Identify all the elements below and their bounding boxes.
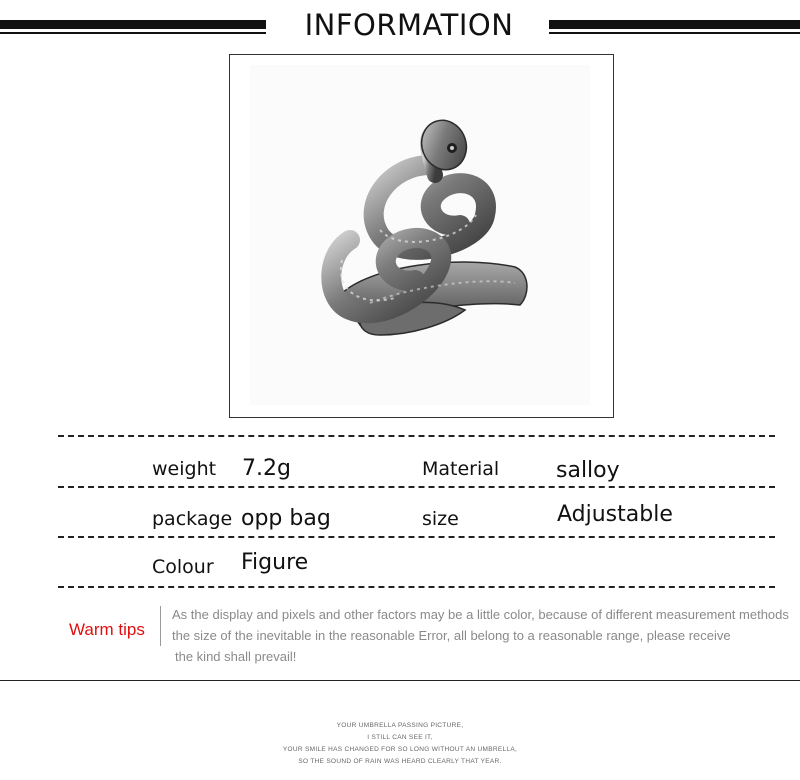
warm-tips-line: the size of the inevitable in the reasonable Error, all belong to a reasonable range, please receive xyxy=(172,628,731,643)
warm-tips-line: As the display and pixels and other factors may be a little color, because of different measurement methods xyxy=(172,607,789,622)
footer-poem-line: YOUR UMBRELLA PASSING PICTURE, xyxy=(336,722,464,729)
material-label: Material xyxy=(422,458,500,480)
divider-dotted xyxy=(58,586,775,588)
footer-poem-line: YOUR SMILE HAS CHANGED FOR SO LONG WITHOUT AN UMBRELLA, xyxy=(282,746,518,753)
warm-tips-divider xyxy=(160,606,161,646)
header-right-rule-thin xyxy=(549,32,800,34)
warm-tips-line: the kind shall prevail! xyxy=(175,649,297,664)
divider-dotted xyxy=(58,536,775,538)
colour-value: Figure xyxy=(241,550,309,575)
weight-value: 7.2g xyxy=(242,456,291,481)
package-value: opp bag xyxy=(241,506,331,531)
divider-dotted xyxy=(58,486,775,488)
size-label: size xyxy=(422,508,459,530)
colour-label: Colour xyxy=(152,556,214,578)
header-right-rule xyxy=(549,20,800,29)
footer-rule xyxy=(0,680,800,681)
size-value: Adjustable xyxy=(557,502,673,527)
header-left-rule-thin xyxy=(0,32,266,34)
header-left-rule xyxy=(0,20,266,29)
footer-poem-line: I STILL CAN SEE IT, xyxy=(367,734,433,741)
weight-label: weight xyxy=(152,458,217,480)
snake-ring-image xyxy=(230,55,613,417)
package-label: package xyxy=(152,508,233,530)
warm-tips-label: Warm tips xyxy=(69,620,145,639)
page-title: INFORMATION xyxy=(304,8,514,42)
footer-poem-line: SO THE SOUND OF RAIN WAS HEARD CLEARLY THAT YEAR. xyxy=(298,758,502,765)
divider-dotted xyxy=(58,435,775,437)
material-value: salloy xyxy=(556,458,620,483)
product-image-frame xyxy=(229,54,614,418)
